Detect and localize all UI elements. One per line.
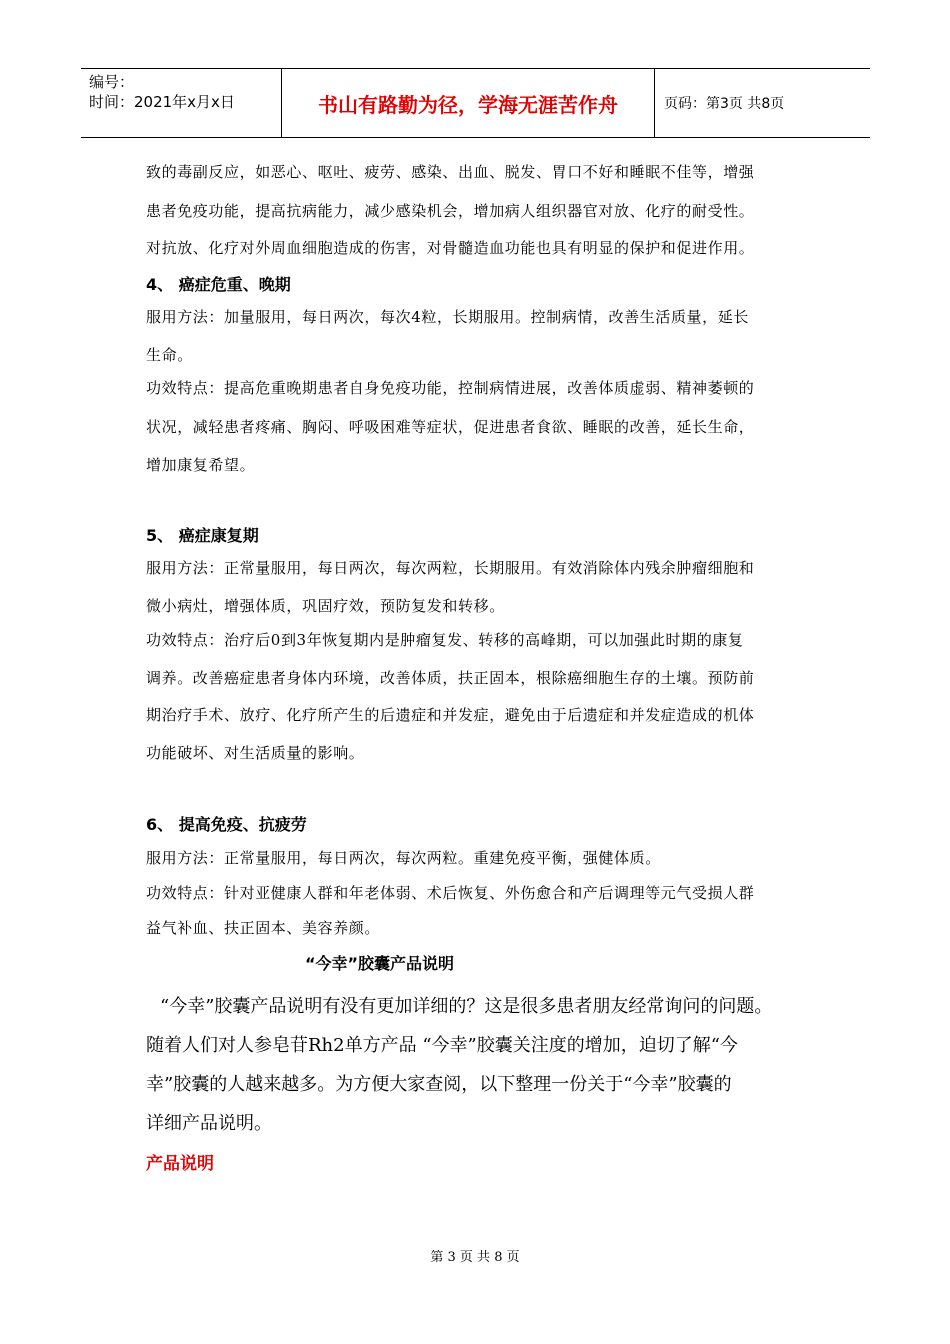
body-line: 状况，减轻患者疼痛、胸闷、呼吸困难等症状，促进患者食欲、睡眠的改善，延长生命， — [146, 418, 755, 436]
body-line: 致的毒副反应，如恶心、呕吐、疲劳、感染、出血、脱发、胃口不好和睡眠不佳等，增强 — [146, 163, 755, 181]
page-header — [81, 68, 870, 138]
section-heading-4: 4、 癌症危重、晚期 — [146, 275, 291, 294]
body-line: 期治疗手术、放疗、化疗所产生的后遗症和并发症，避免由于后遗症和并发症造成的机体 — [146, 706, 755, 724]
body-line: 增加康复希望。 — [146, 456, 256, 474]
body-line: 服用方法：正常量服用，每日两次，每次两粒，长期服用。有效消除体内残余肿瘤细胞和 — [146, 559, 755, 577]
header-divider — [654, 69, 655, 137]
body-line: 益气补血、扶正固本、美容养颜。 — [146, 919, 381, 937]
intro-line: 幸”胶囊的人越来越多。为方便大家查阅，以下整理一份关于“今幸”胶囊的 — [146, 1074, 732, 1095]
body-line: 调养。改善癌症患者身体内环境，改善体质，扶正固本，根除癌细胞生存的土壤。预防前 — [146, 669, 755, 687]
header-meta — [89, 72, 235, 112]
body-line: 功能破坏、对生活质量的影响。 — [146, 744, 365, 762]
document-number-label: 编号： — [89, 73, 135, 91]
product-description-heading: 产品说明 — [146, 1154, 214, 1174]
page-footer: 第 3 页 共 8 页 — [430, 1250, 520, 1265]
body-line: 功效特点：针对亚健康人群和年老体弱、术后恢复、外伤愈合和产后调理等元气受损人群 — [146, 884, 755, 902]
intro-line: “今幸”胶囊产品说明有没有更加详细的？这是很多患者朋友经常询问的问题。 — [160, 996, 773, 1017]
body-line: 功效特点：治疗后0到3年恢复期内是肿瘤复发、转移的高峰期，可以加强此时期的康复 — [146, 631, 744, 649]
header-motto: 书山有路勤为径，学海无涯苦作舟 — [318, 92, 618, 117]
body-line: 服用方法：正常量服用，每日两次，每次两粒。重建免疫平衡，强健体质。 — [146, 849, 661, 867]
section-heading-5: 5、 癌症康复期 — [146, 526, 259, 545]
body-line: 对抗放、化疗对外周血细胞造成的伤害，对骨髓造血功能也具有明显的保护和促进作用。 — [146, 239, 755, 257]
body-line: 微小病灶，增强体质，巩固疗效，预防复发和转移。 — [146, 597, 505, 615]
document-time-label: 时间：2021年x月x日 — [89, 93, 235, 111]
body-line: 服用方法：加量服用，每日两次，每次4粒，长期服用。控制病情，改善生活质量，延长 — [146, 308, 749, 326]
header-page-number: 页码：第3页 共8页 — [664, 96, 785, 112]
body-line: 患者免疫功能，提高抗病能力，减少感染机会，增加病人组织器官对放、化疗的耐受性。 — [146, 202, 755, 220]
body-line: 生命。 — [146, 346, 193, 364]
body-line: 功效特点：提高危重晚期患者自身免疫功能，控制病情进展，改善体质虚弱、精神萎顿的 — [146, 379, 755, 397]
section-heading-6: 6、 提高免疫、抗疲劳 — [146, 815, 307, 834]
intro-line: 详细产品说明。 — [146, 1113, 272, 1134]
product-title: “今幸”胶囊产品说明 — [305, 954, 455, 973]
intro-line: 随着人们对人参皂苷Rh2单方产品 “今幸”胶囊关注度的增加，迫切了解“今 — [146, 1035, 738, 1056]
